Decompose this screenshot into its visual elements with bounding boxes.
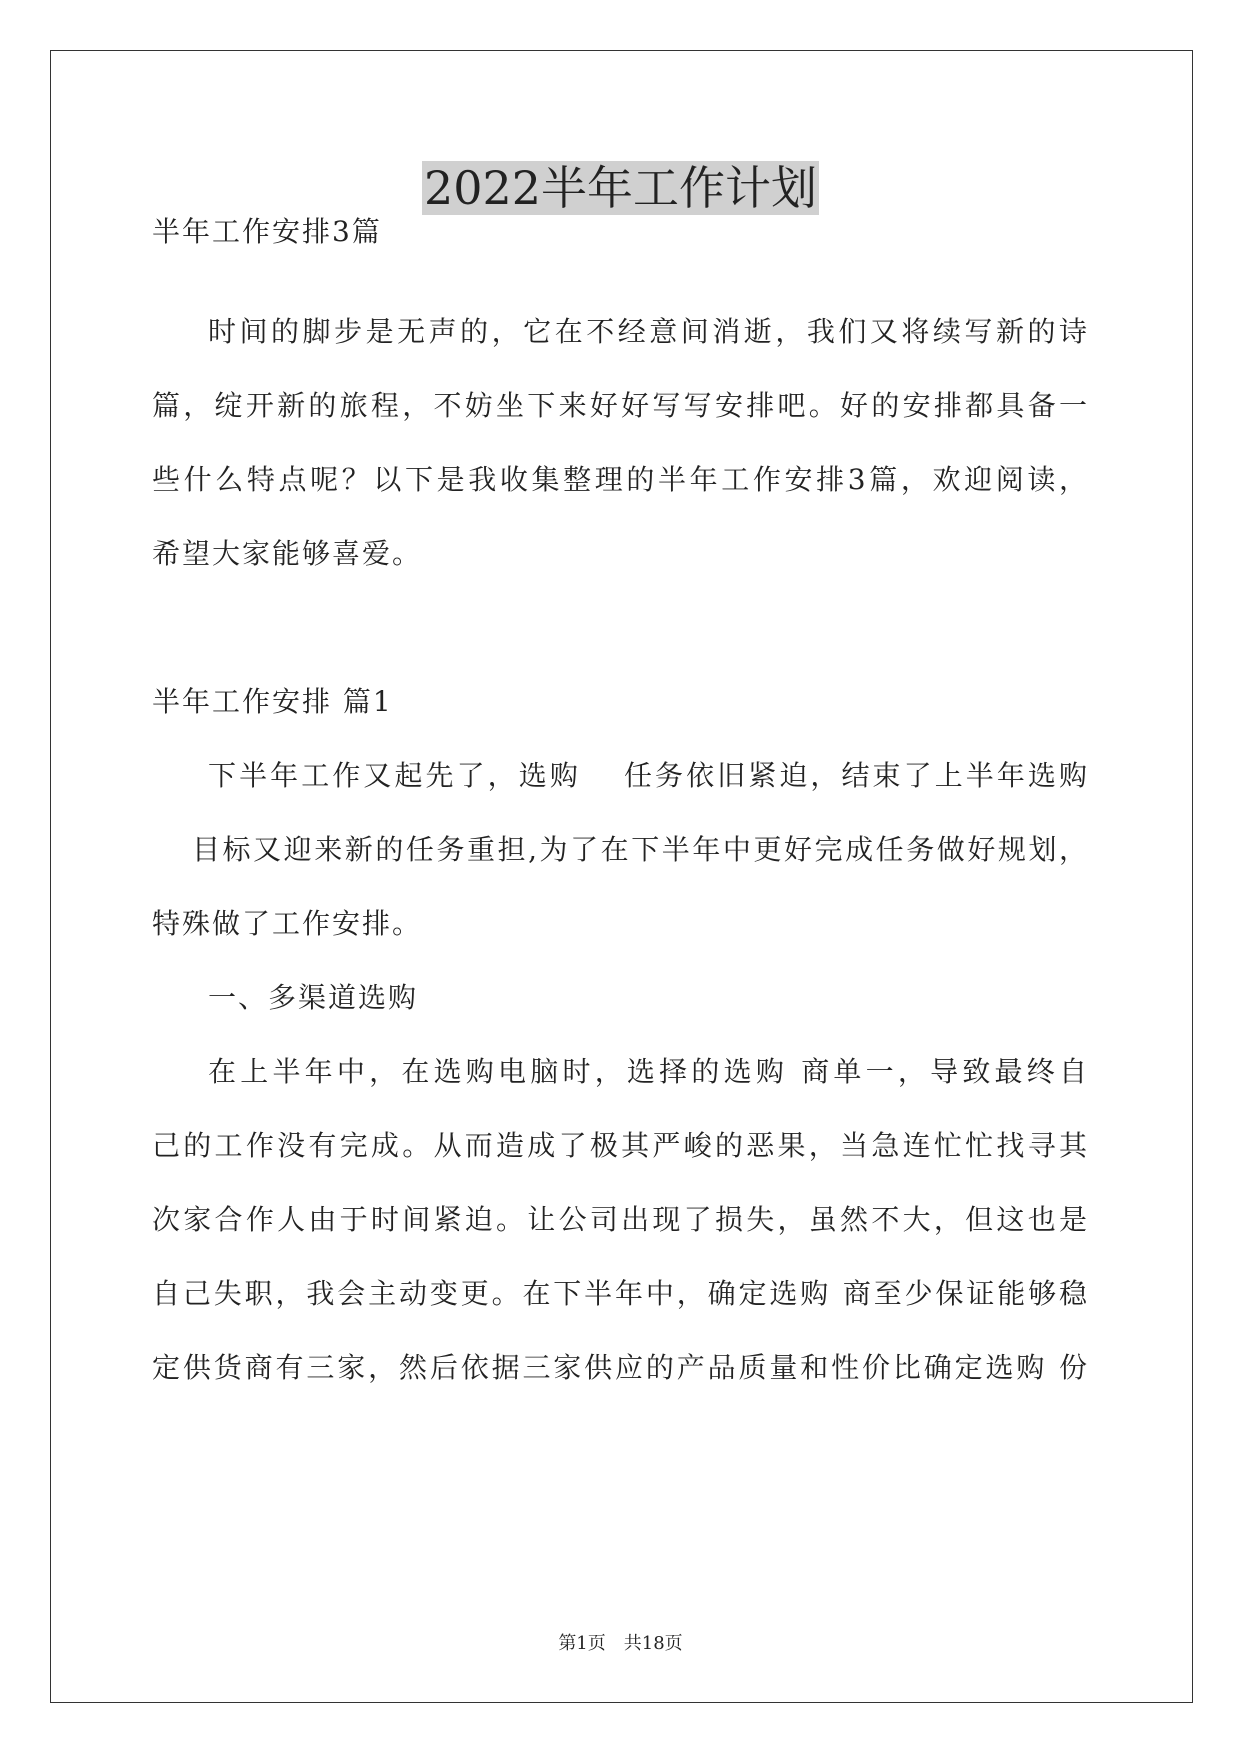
intro-line: 希望大家能够喜爱。	[152, 537, 423, 570]
item-paragraph-line: 自己失职，我会主动变更。在下半年中，确定选购 商至少保证能够稳	[152, 1277, 1089, 1310]
item-paragraph-line: 定供货商有三家，然后依据三家供应的产品质量和性价比确定选购 份	[152, 1351, 1089, 1384]
page-number: 第1页	[558, 1633, 606, 1654]
intro-line: 时间的脚步是无声的，它在不经意间消逝，我们又将续写新的诗	[208, 315, 1089, 348]
item-paragraph-line: 在上半年中，在选购电脑时，选择的选购 商单一，导致最终自	[208, 1055, 1089, 1088]
item-paragraph-line: 己的工作没有完成。从而造成了极其严峻的恶果，当急连忙忙找寻其	[152, 1129, 1089, 1162]
page-total: 共18页	[623, 1633, 683, 1654]
page-footer	[0, 1632, 1241, 1656]
subtitle: 半年工作安排3篇	[152, 215, 382, 248]
document-title	[0, 160, 1241, 216]
item-heading: 一、多渠道选购	[208, 981, 419, 1014]
page-border	[50, 50, 1193, 1703]
document-title-text: 2022半年工作计划	[423, 161, 818, 215]
section-heading: 半年工作安排 篇1	[152, 685, 393, 718]
section-paragraph-line: 特殊做了工作安排。	[152, 907, 423, 940]
section-paragraph-line: 目标又迎来新的任务重担,为了在下半年中更好完成任务做好规划，	[192, 833, 1089, 866]
item-paragraph-line: 次家合作人由于时间紧迫。让公司出现了损失，虽然不大，但这也是	[152, 1203, 1089, 1236]
intro-line: 篇，绽开新的旅程，不妨坐下来好好写写安排吧。好的安排都具备一	[152, 389, 1089, 422]
section-paragraph-line: 下半年工作又起先了，选购 任务依旧紧迫，结束了上半年选购	[208, 759, 1089, 792]
intro-line: 些什么特点呢？以下是我收集整理的半年工作安排3篇，欢迎阅读，	[152, 463, 1089, 496]
